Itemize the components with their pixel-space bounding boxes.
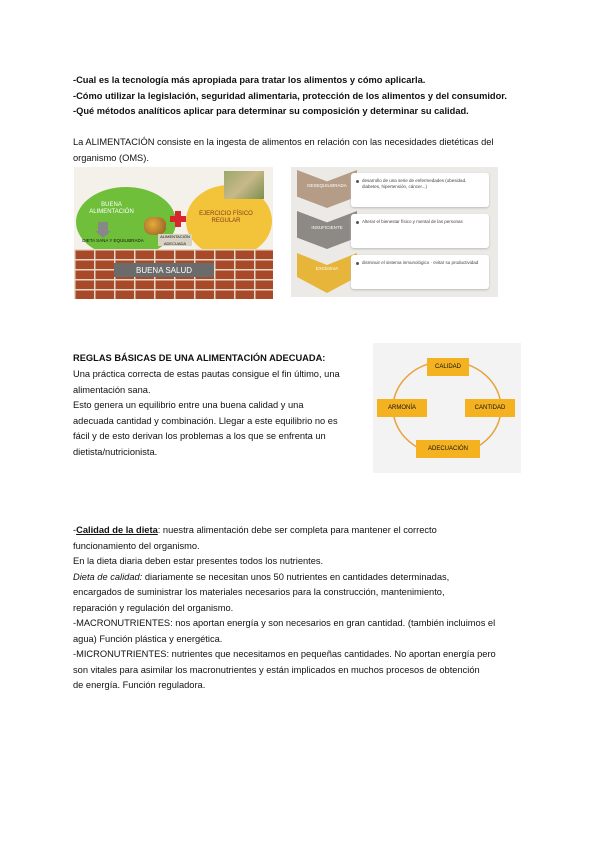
quality-line-11: de energía. Función reguladora.: [73, 680, 206, 690]
quality-line-4: [73, 570, 533, 586]
diet-quality-rest: diariamente se necesitan unos 50 nutrientes en cantidades determinadas,: [142, 572, 450, 582]
quality-line-6: reparación y regulación del organismo.: [73, 603, 234, 613]
intro-line-1: -Cual es la tecnología más apropiada para tratar los alimentos y cómo aplicarla.: [73, 75, 426, 85]
step-2-text: Alterar el bienestar físico y mental de las personas: [362, 219, 463, 224]
chevron-step-3: [297, 253, 357, 293]
intro-line-3: -Qué métodos analíticos aplicar para determinar su composición y determinar su calidad.: [73, 106, 469, 116]
quality-term: Calidad de la dieta: [76, 525, 158, 535]
quality-line-9: -MICRONUTRIENTES: nutrientes que necesitamos en pequeñas cantidades. No aportan energía pero: [73, 649, 496, 659]
rules-line-5: fácil y de esto derivan los problemas a los que se enfrenta un: [73, 431, 326, 441]
step-3-text: disminuir el sistema inmunológico · evitar su productividad: [362, 260, 479, 265]
quality-line-7: -MACRONUTRIENTES: nos aportan energía y son necesarios en gran cantidad. (también incluimos el: [73, 618, 496, 628]
food-basket-icon: [144, 217, 166, 235]
rules-line-3: Esto genera un equilibrio entre una buena calidad y una: [73, 400, 304, 410]
rules-line-1: Una práctica correcta de estas pautas consigue el fin último, una: [73, 369, 340, 379]
dash: -: [73, 525, 77, 535]
step-2-label: INSUFICIENTE: [311, 225, 343, 230]
nutrition-bubble-label: BUENA ALIMENTACIÓN: [89, 202, 134, 215]
quality-line-1: [73, 523, 533, 539]
definition-line-1: La ALIMENTACIÓN consiste en la ingesta de alimentos en relación con las necesidades dietéticas del: [73, 137, 494, 147]
box-cantidad-label: CANTIDAD: [474, 405, 506, 411]
bullet-icon: [356, 221, 359, 224]
health-diagram: [74, 167, 273, 299]
step-1-label: DESEQUILIBRADA: [307, 183, 347, 188]
diet-types-diagram: [291, 167, 498, 297]
rules-line-4: adecuada cantidad y combinación. Llegar a este equilibrio no es: [73, 416, 338, 426]
definition-line-2: organismo (OMS).: [73, 153, 149, 163]
box-adecuacion-label: ADECUACIÓN: [427, 446, 468, 452]
red-cross-icon: [170, 211, 186, 227]
quality-line-2: funcionamiento del organismo.: [73, 541, 200, 551]
quality-line-10: son vitales para asimilar los macronutrientes y están implicados en muchos procesos de obtención: [73, 665, 480, 675]
exercise-photo: [224, 171, 264, 199]
box-calidad-label: CALIDAD: [434, 364, 461, 370]
quality-line-3: En la dieta diaria deben estar presentes todos los nutrientes.: [73, 556, 324, 566]
quality-line-8: agua) Función plástica y energética.: [73, 634, 223, 644]
rules-line-2: alimentación sana.: [73, 385, 151, 395]
rules-heading: REGLAS BÁSICAS DE UNA ALIMENTACIÓN ADECUADA:: [73, 353, 326, 363]
step-3-label: EXCESIVA: [315, 266, 339, 271]
intro-line-2: -Cómo utilizar la legislación, seguridad alimentaria, protección de los alimentos y del consumidor.: [73, 91, 507, 101]
cycle-diagram: [373, 343, 521, 473]
quality-line-5: encargados de suministrar los materiales necesarios para la construcción, mantenimiento,: [73, 587, 445, 597]
diet-quality-term: Dieta de calidad:: [73, 572, 143, 582]
rules-line-6: dietista/nutricionista.: [73, 447, 158, 457]
center-label: ALIMENTACIÓN ADECUADA: [160, 234, 190, 246]
bullet-icon: [356, 262, 359, 265]
nutrition-sub-label: DIETA SANA Y EQUILIBRADA: [82, 238, 144, 243]
box-armonia-label: ARMONÍA: [387, 405, 416, 411]
health-banner-label: BUENA SALUD: [135, 266, 193, 275]
bullet-icon: [356, 180, 359, 183]
step-1-text: desarrollo de una serie de enfermedades (obesidad, diabetes, hipertensión, cáncer...): [362, 178, 467, 189]
arrow-down-icon-tip: [95, 231, 111, 238]
exercise-bubble-label: EJERCICIO FÍSICO REGULAR: [199, 211, 253, 224]
quality-rest: : nuestra alimentación debe ser completa para mantener el correcto: [157, 525, 437, 535]
